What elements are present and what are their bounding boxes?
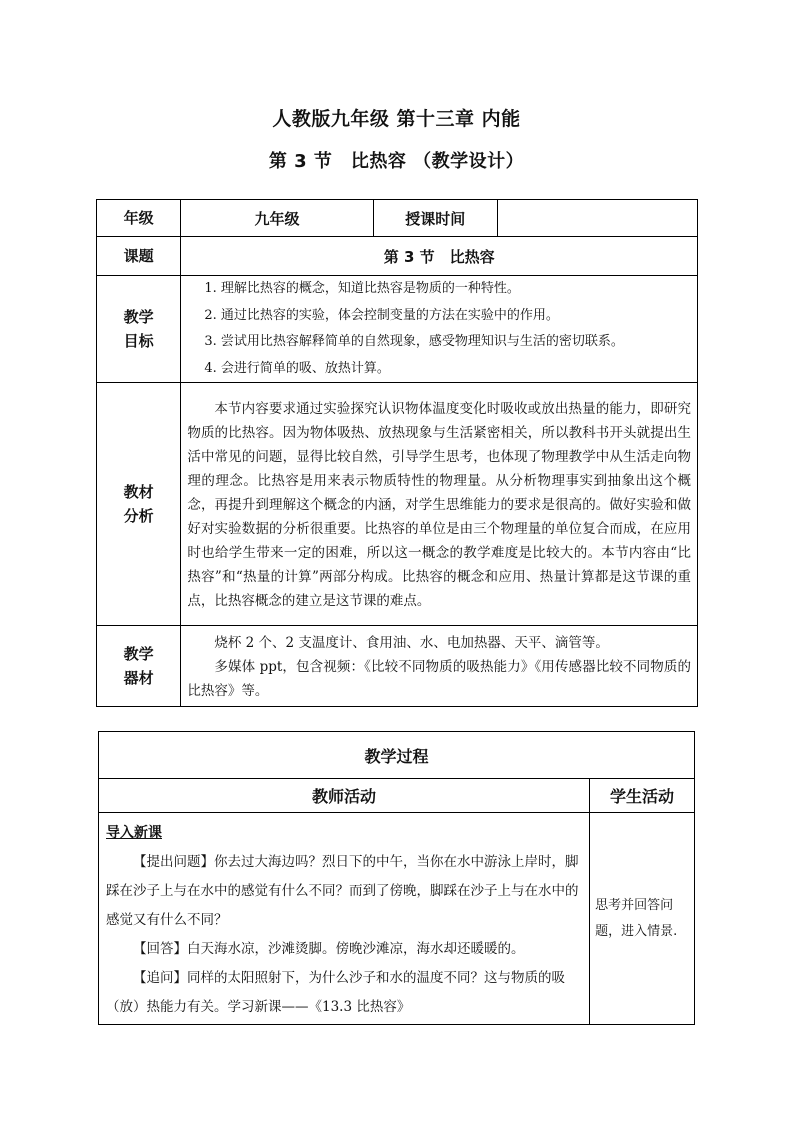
process-paragraph: 【提出问题】你去过大海边吗？烈日下的中午，当你在水中游泳上岸时，脚踩在沙子上与在水中的感觉有什么不同？而到了傍晚，脚踩在沙子上与在水中的感觉又有什么不同？ [106,854,579,928]
class-time-label: 授课时间 [373,200,497,237]
teaching-process-table [98,731,695,1025]
process-title: 教学过程 [99,732,695,779]
student-activity-cell: 思考并回答问题，进入情景. [590,813,695,1025]
teaching-equipment-text [181,626,698,707]
document-subtitle: 第 3 节 比热容 （教学设计） [268,151,525,172]
teaching-equipment-label [97,626,181,707]
document-title: 人教版九年级 第十三章 内能 [272,108,521,130]
lesson-info-table [96,199,698,707]
process-paragraph: 【追问】同样的太阳照射下，为什么沙子和水的温度不同？这与物质的吸（放）热能力有关。学习新课——《13.3 比热容》 [106,970,565,1015]
student-activity-header: 学生活动 [590,779,695,813]
teacher-activity-header: 教师活动 [99,779,590,813]
equipment-item: 多媒体 ppt，包含视频：《比较不同物质的吸热能力》《用传感器比较不同物质的比热容》等。 [187,659,691,699]
goal-item: 4. 会进行简单的吸、放热计算。 [204,360,390,376]
class-time-value [497,200,697,237]
analysis-paragraph: 本节内容要求通过实验探究认识物体温度变化时吸收或放出热量的能力，即研究物质的比热容。因为物体吸热、放热现象与生活紧密相关，所以教科书开头就提出生活中常见的问题，显得比较自然，引导学生思考，也体现了物理教学中从生活走向物理的理念。比热容是用来表示物质特性的物理量。从分析物理事实到抽象出这个概念，再提升到理解这个概念的内涵，对学生思维能力的要求是很高的。做好实验和做好对实验数据的分析很重要。比热容的单位是由三个物理量的单位复合而成，在应用时也给学生带来一定的困难，所以这一概念的教学难度是比较大的。本节内容由“比热容”和“热量的计算”两部分构成。比热容的概念和应用、热量计算都是这节课的重点，比热容概念的建立是这节课的难点。 [187,401,691,609]
teaching-goals-label-line2: 目标 [123,332,154,350]
material-analysis-text [181,383,698,626]
goal-item: 2. 通过比热容的实验，体会控制变量的方法在实验中的作用。 [204,307,559,323]
topic-value: 第 3 节 比热容 [181,237,698,276]
teaching-equipment-label-line2: 器材 [123,669,154,687]
teacher-activity-cell [99,813,590,1025]
grade-label: 年级 [97,200,181,237]
topic-label: 课题 [97,237,181,276]
material-analysis-label-line2: 分析 [123,507,154,525]
teaching-goals-label-line1: 教学 [123,308,154,326]
material-analysis-label [97,383,181,626]
material-analysis-label-line1: 教材 [123,483,154,501]
teaching-goals-list [181,276,698,383]
goal-item: 1. 理解比热容的概念，知道比热容是物质的一种特性。 [204,281,520,296]
equipment-item: 烧杯 2 个、2 支温度计、食用油、水、电加热器、天平、滴管等。 [214,635,609,651]
teaching-goals-label [97,276,181,383]
teaching-equipment-label-line1: 教学 [123,645,154,663]
process-paragraph: 【回答】白天海水凉，沙滩烫脚。傍晚沙滩凉，海水却还暖暖的。 [133,941,525,957]
section-title: 导入新课 [106,825,162,841]
grade-value: 九年级 [181,200,373,237]
goal-item: 3. 尝试用比热容解释简单的自然现象，感受物理知识与生活的密切联系。 [204,334,624,349]
